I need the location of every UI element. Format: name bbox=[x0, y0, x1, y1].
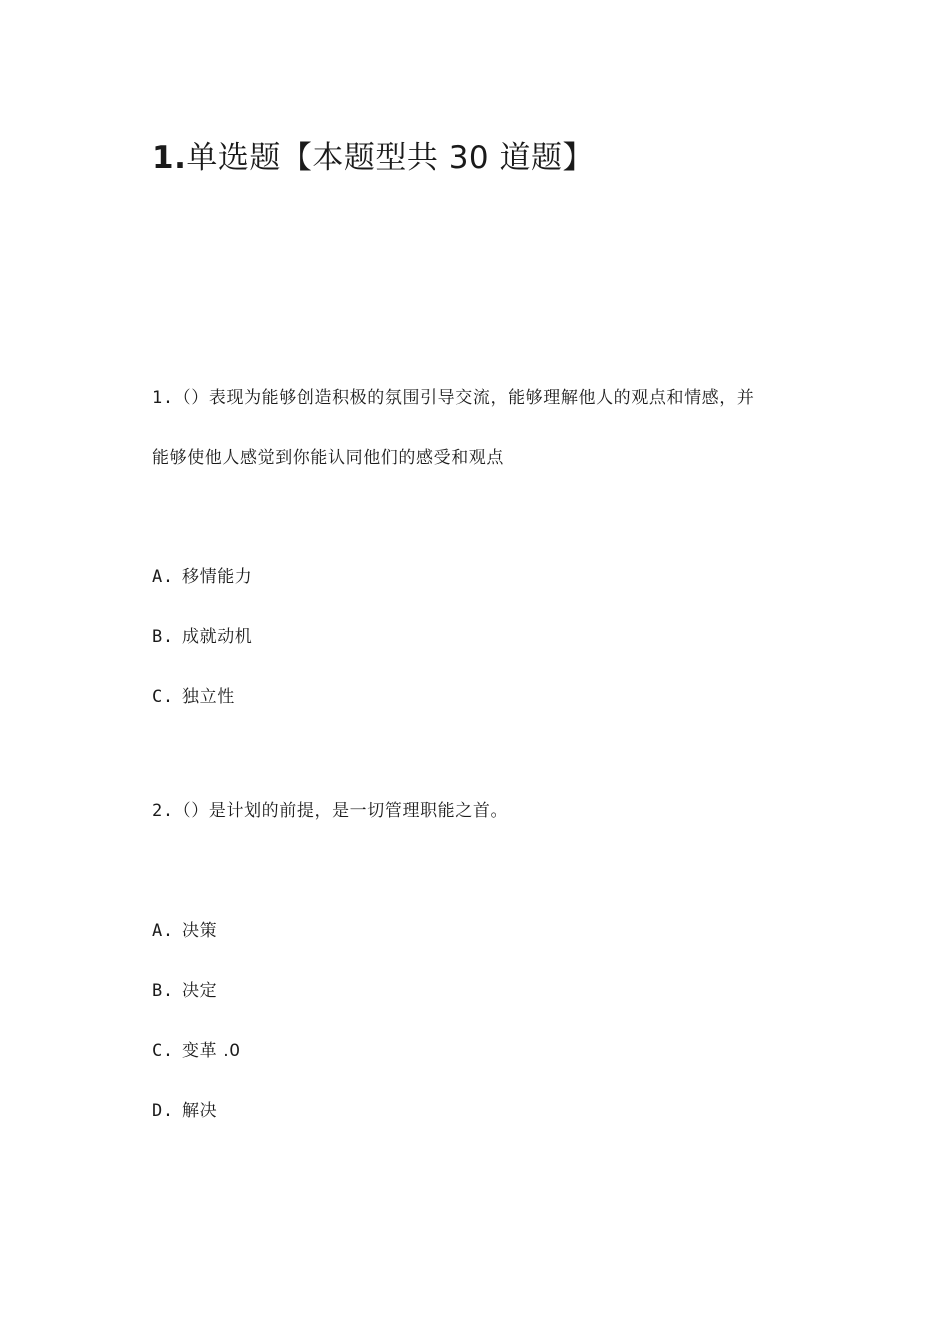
question-2-option-a bbox=[152, 919, 217, 943]
question-1-number: 1. bbox=[152, 388, 174, 408]
option-letter: A. bbox=[152, 921, 174, 941]
section-title: 单选题【本题型共 30 道题】 bbox=[186, 140, 595, 176]
option-letter: D. bbox=[152, 1101, 174, 1121]
option-text: 决定 bbox=[182, 981, 218, 1001]
option-text: 成就动机 bbox=[182, 627, 253, 647]
question-2-number: 2. bbox=[152, 801, 174, 821]
question-1-text-line-1: （）表现为能够创造积极的氛围引导交流，能够理解他人的观点和情感，并 bbox=[173, 388, 755, 408]
option-letter: A. bbox=[152, 567, 174, 587]
question-1-option-a bbox=[152, 565, 252, 589]
question-2-option-b bbox=[152, 979, 217, 1003]
option-text: 决策 bbox=[182, 921, 218, 941]
question-1-option-b bbox=[152, 625, 252, 649]
option-letter: B. bbox=[152, 981, 174, 1001]
option-text: 独立性 bbox=[182, 687, 235, 707]
question-1-line-2 bbox=[152, 446, 504, 470]
question-1-text-line-2: 能够使他人感觉到你能认同他们的感受和观点 bbox=[152, 448, 504, 468]
question-1-option-c bbox=[152, 685, 235, 709]
option-letter: C. bbox=[152, 1041, 174, 1061]
section-heading bbox=[152, 132, 594, 177]
section-number: 1. bbox=[152, 140, 187, 176]
option-letter: C. bbox=[152, 687, 174, 707]
question-2-option-c bbox=[152, 1039, 241, 1063]
question-2-option-d bbox=[152, 1099, 217, 1123]
question-2-text-line-1: （）是计划的前提，是一切管理职能之首。 bbox=[173, 801, 509, 821]
question-1-line-1 bbox=[152, 386, 754, 410]
option-letter: B. bbox=[152, 627, 174, 647]
option-text: 变革 .0 bbox=[182, 1041, 241, 1061]
question-2-line-1 bbox=[152, 799, 508, 823]
option-text: 移情能力 bbox=[182, 567, 253, 587]
option-text: 解决 bbox=[182, 1101, 218, 1121]
